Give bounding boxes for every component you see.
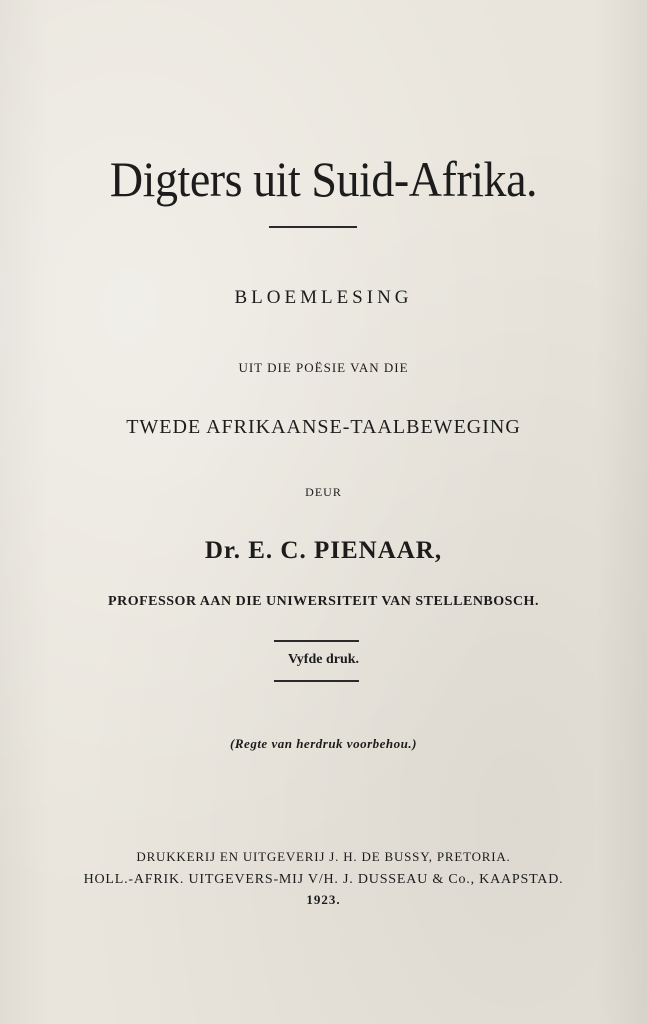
subtitle-line-2: UIT DIE POËSIE VAN DIE — [238, 360, 409, 375]
imprint-line-2: HOLL.-AFRIK. UITGEVERS-MIJ V/H. J. DUSSEAU & Co., KAAPSTAD. — [83, 872, 564, 887]
book-title: Digters uit Suid-Afrika. — [109, 151, 538, 207]
author-name: Dr. E. C. PIENAAR, — [204, 537, 443, 564]
publication-year: 1923. — [306, 892, 341, 907]
subtitle: BLOEMLESING — [234, 287, 413, 308]
by-label: DEUR — [305, 485, 342, 499]
subtitle-line-3: TWEDE AFRIKAANSE-TAALBEWEGING — [126, 416, 521, 438]
title-rule — [269, 226, 357, 228]
author-position: PROFESSOR AAN DIE UNIWERSITEIT VAN STELLENBOSCH. — [108, 594, 539, 609]
edition: Vyfde druk. — [287, 652, 360, 667]
edition-rule-top — [274, 640, 359, 642]
edition-rule-bottom — [274, 680, 359, 682]
imprint-line-1: DRUKKERIJ EN UITGEVERIJ J. H. DE BUSSY, PRETORIA. — [136, 849, 511, 864]
rights-notice: (Regte van herdruk voorbehou.) — [230, 736, 417, 751]
